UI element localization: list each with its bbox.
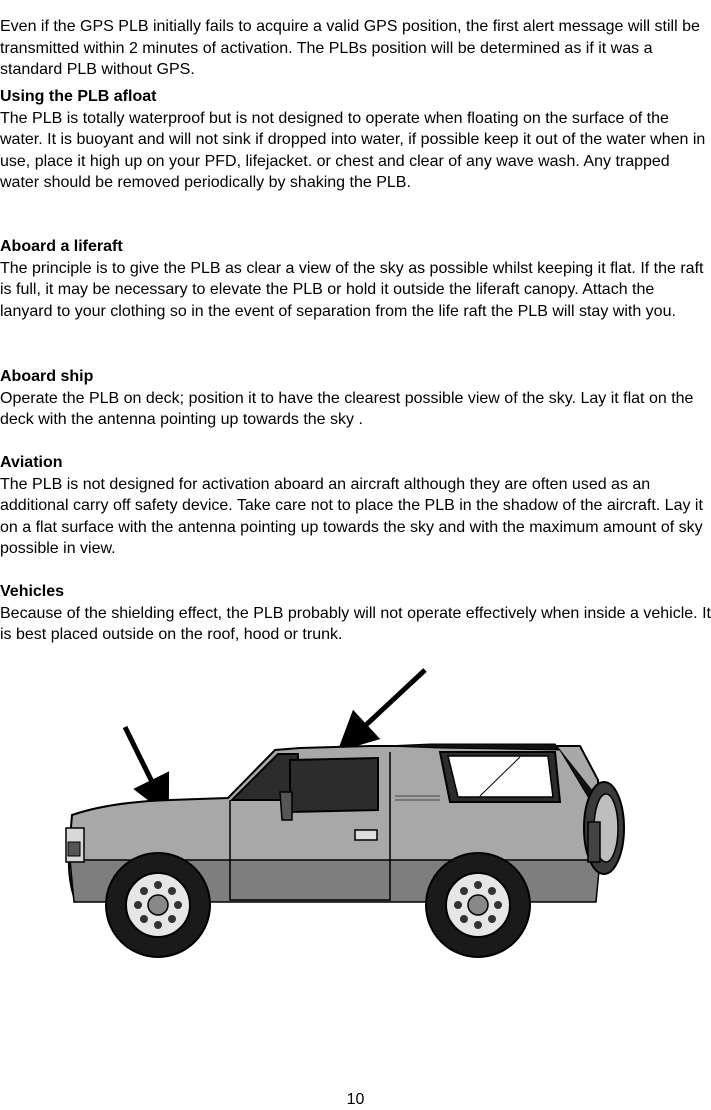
section-body: The principle is to give the PLB as clear a view of the sky as possible whilst keeping it flat. If the raft is full, it may be necessary to elevate the PLB or hold it outside the liferaft canopy. Attach the lanyard to your clothing so in the event of separation from the life raft the PLB will stay with you.	[0, 259, 704, 320]
section-heading: Vehicles	[0, 583, 65, 600]
front-wheel-icon	[106, 853, 210, 957]
section-vehicles	[0, 581, 711, 646]
section-body: The PLB is totally waterproof but is not designed to operate when floating on the surface of the water. It is buoyant and will not sink if dropped into water, if possible keep it out of the water when in use, place it high up on your PFD, lifejacket. or chest and clear of any wave wash. Any trapped water should be removed periodically by shaking the PLB.	[0, 109, 706, 191]
page-number: 10	[346, 1091, 365, 1108]
roof-arrow-icon	[352, 670, 425, 738]
section-heading: Using the PLB afloat	[0, 88, 157, 105]
section-heading: Aboard a liferaft	[0, 238, 123, 255]
section-body: Because of the shielding effect, the PLB probably will not operate effectively when inside a vehicle. It is best placed outside on the roof, hood or trunk.	[0, 604, 711, 643]
section-heading: Aboard ship	[0, 368, 94, 385]
section-using-plb-afloat	[0, 86, 711, 194]
vehicle-illustration	[0, 660, 711, 990]
section-body: Operate the PLB on deck; position it to have the clearest possible view of the sky. Lay it flat on the deck with the antenna pointing up towards the sky .	[0, 389, 694, 428]
section-body: The PLB is not designed for activation aboard an aircraft although they are often used as an additional carry off safety device. Take care not to place the PLB in the shadow of the aircraft. Lay it on a flat surface with the antenna pointing up towards the sky and with the maximum amount of sky possible in view.	[0, 475, 703, 557]
section-aviation	[0, 452, 711, 560]
section-aboard-ship	[0, 366, 711, 431]
section-aboard-liferaft	[0, 236, 711, 322]
section-heading: Aviation	[0, 454, 63, 471]
intro-paragraph: Even if the GPS PLB initially fails to acquire a valid GPS position, the first alert message will still be transmitted within 2 minutes of activation. The PLBs position will be determined as if it was a standard PLB without GPS.	[0, 18, 700, 78]
hood-arrow-icon	[125, 727, 160, 798]
rear-wheel-icon	[426, 853, 530, 957]
